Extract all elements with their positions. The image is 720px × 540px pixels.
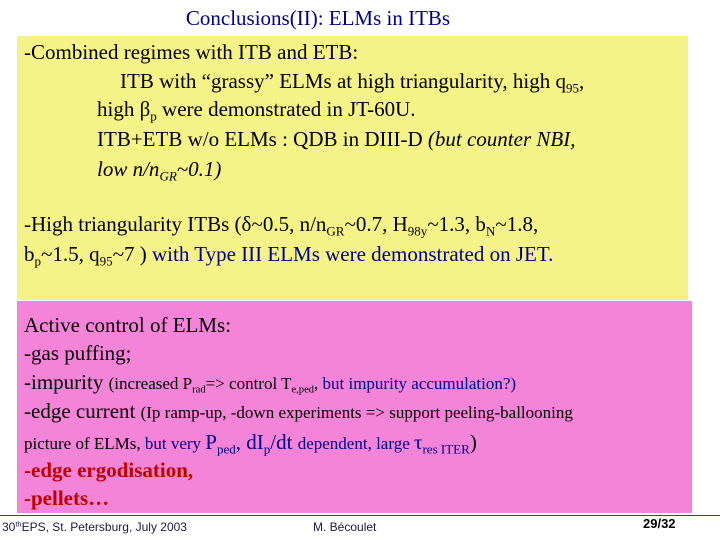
- jet-params-line: -High triangularity ITBs (δ~0.5, $n/n_{GR}\sim 0.7$, $H_{98y}\sim 1.3$, $b_N\sim 1.8$,: [24, 212, 539, 239]
- edge-current-item: -edge current (Ip ramp-up, -down experiments => support peeling-ballooning: [24, 399, 573, 423]
- edge-ergodisation-item: -edge ergodisation,: [24, 458, 194, 482]
- footer-author: M. Bécoulet: [313, 520, 377, 534]
- slide-title: Conclusions(II): ELMs in ITBs: [185, 6, 451, 30]
- beta-p-line: high $\beta_p$ were demonstrated in JT-60U.: [97, 97, 416, 124]
- gas-puffing-item: -gas puffing;: [24, 341, 132, 365]
- pellets-item: -pellets…: [24, 486, 110, 510]
- page-number: 29/32: [643, 516, 676, 531]
- jet-result-line: $b_p\sim 1.5$, $q_{95}\sim 7$ ) with Type III ELMs were demonstrated on JET.: [24, 242, 554, 269]
- active-control-heading: Active control of ELMs:: [24, 313, 232, 337]
- low-density-line: low $n/n_{GR}\sim 0.1$): [97, 157, 222, 184]
- footer-conference: 30thEPS, St. Petersburg, July 2003: [2, 519, 187, 534]
- peeling-ballooning-line: picture of ELMs, but very $P_{ped}$, $dI_p/dt$ dependent, large $\tau_{res ITER}$): [24, 430, 477, 457]
- diii-d-line: ITB+ETB w/o ELMs : QDB in DIII-D (but counter NBI,: [97, 127, 576, 151]
- impurity-item: -impurity (increased $P_{rad}=>$ control $T_{e,ped}$, but impurity accumulation?): [24, 370, 517, 396]
- footer-divider: [0, 515, 720, 516]
- combined-regimes-line: -Combined regimes with ITB and ETB:: [24, 40, 359, 64]
- jt60u-line: ITB with “grassy” ELMs at high triangularity, high $q_{95}$,: [120, 69, 585, 96]
